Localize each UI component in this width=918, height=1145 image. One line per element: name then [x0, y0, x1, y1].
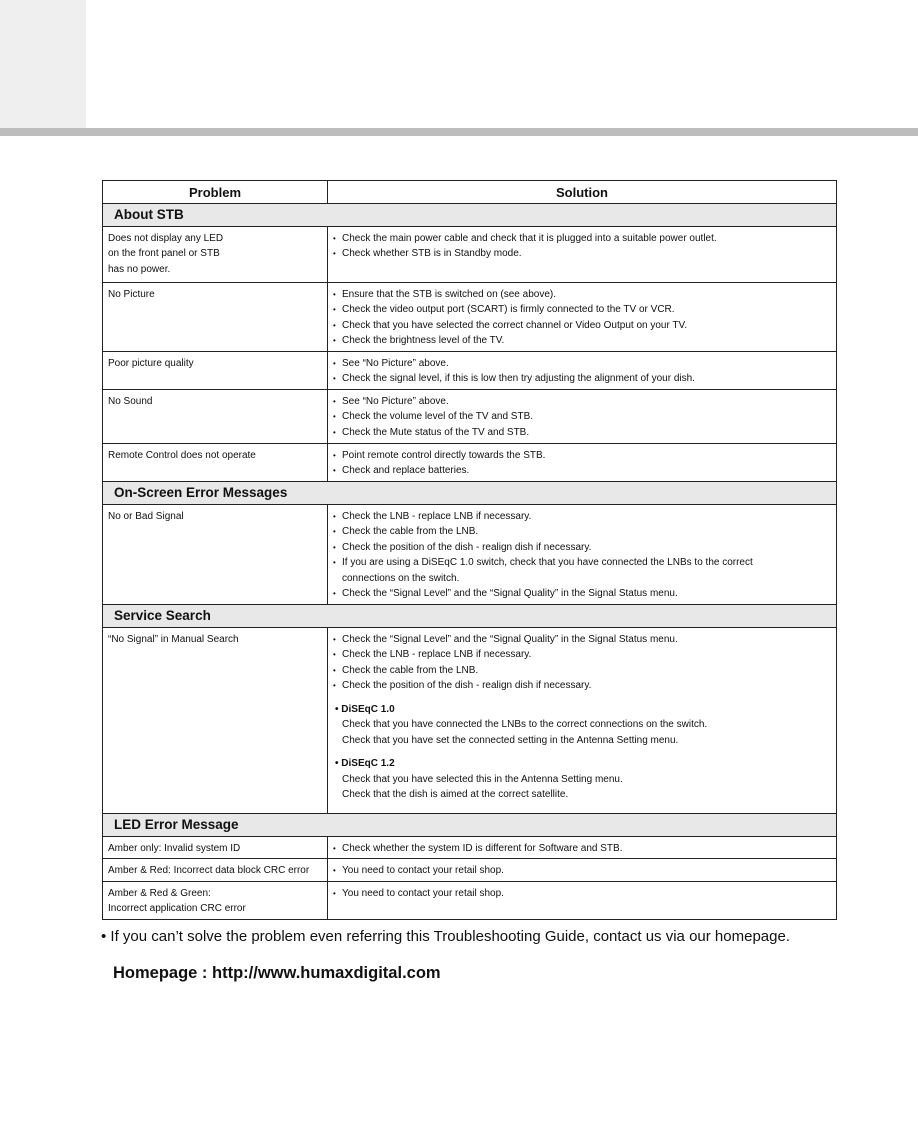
solution-item: • You need to contact your retail shop.: [333, 863, 831, 879]
diseqc-12-line: Check that you have selected this in the Antenna Setting menu.: [342, 773, 623, 785]
solution-item: • Check the LNB - replace LNB if necessary.: [333, 647, 831, 663]
diseqc-12-line: Check that the dish is aimed at the correct satellite.: [342, 789, 569, 800]
header-divider: [0, 128, 918, 136]
table-row: [103, 351, 837, 389]
section-about-stb: About STB: [103, 203, 837, 226]
problem-cell: No Sound: [103, 389, 328, 443]
table-row: [103, 881, 837, 919]
solution-cell: [328, 282, 837, 351]
table-row: [103, 627, 837, 813]
problem-line: Does not display any LED: [108, 232, 224, 244]
table-row: [103, 226, 837, 282]
problem-line: Amber & Red & Green:: [108, 887, 211, 899]
solution-item: • Check the video output port (SCART) is firmly connected to the TV or VCR.: [333, 302, 831, 318]
solution-item: • Check that you have selected the correct channel or Video Output on your TV.: [333, 318, 831, 334]
solution-cell: [328, 504, 837, 604]
solution-item: • Check the Mute status of the TV and STB.: [333, 425, 831, 441]
solution-item: • Check the volume level of the TV and STB.: [333, 409, 831, 425]
homepage-link[interactable]: Homepage : http://www.humaxdigital.com: [113, 964, 441, 982]
solution-cell: [328, 389, 837, 443]
page-tab-marker: [0, 0, 86, 128]
solution-item: • Check the “Signal Level” and the “Signal Quality” in the Signal Status menu.: [333, 632, 831, 648]
solution-item: • Check the cable from the LNB.: [333, 663, 831, 679]
solution-cell: [328, 836, 837, 859]
problem-cell: Amber only: Invalid system ID: [103, 836, 328, 859]
section-onscreen-errors: On-Screen Error Messages: [103, 481, 837, 504]
solution-cell: [328, 627, 837, 813]
solution-cell: [328, 226, 837, 282]
help-note: • If you can’t solve the problem even referring this Troubleshooting Guide, contact us via our homepage.: [101, 928, 790, 945]
problem-cell: [103, 881, 328, 919]
diseqc-12-title: • DiSEqC 1.2: [335, 758, 395, 769]
solution-item: • Check the signal level, if this is low then try adjusting the alignment of your dish.: [333, 371, 831, 387]
problem-line: Incorrect application CRC error: [108, 903, 246, 914]
problem-cell: Remote Control does not operate: [103, 443, 328, 481]
table-row: [103, 389, 837, 443]
table-row: [103, 443, 837, 481]
diseqc-10-title: • DiSEqC 1.0: [335, 703, 395, 715]
problem-line: has no power.: [108, 263, 171, 275]
table-row: [103, 836, 837, 859]
solution-item: • You need to contact your retail shop.: [333, 886, 831, 902]
diseqc-10-line: Check that you have set the connected setting in the Antenna Setting menu.: [342, 734, 679, 746]
solution-item: • Check the position of the dish - realign dish if necessary.: [333, 540, 831, 556]
problem-cell: “No Signal” in Manual Search: [103, 627, 328, 813]
troubleshooting-table: [102, 180, 837, 920]
diseqc-10-line: Check that you have connected the LNBs to the correct connections on the switch.: [342, 719, 708, 730]
solution-cell: [328, 859, 837, 882]
solution-header: Solution: [328, 181, 837, 204]
problem-line: on the front panel or STB: [108, 248, 220, 259]
section-row: [103, 813, 837, 836]
solution-item: • Check the LNB - replace LNB if necessary.: [333, 509, 831, 525]
problem-header: Problem: [103, 181, 328, 204]
solution-item: • Point remote control directly towards the STB.: [333, 448, 831, 464]
section-row: [103, 604, 837, 627]
solution-item: • Check the brightness level of the TV.: [333, 333, 831, 349]
problem-cell: No Picture: [103, 282, 328, 351]
solution-item: • Ensure that the STB is switched on (see above).: [333, 287, 831, 303]
solution-item: • Check the main power cable and check that it is plugged into a suitable power outlet.: [333, 231, 831, 247]
solution-item: • Check the cable from the LNB.: [333, 524, 831, 540]
table-header-row: [103, 181, 837, 204]
solution-item: • See “No Picture” above.: [333, 356, 831, 372]
section-service-search: Service Search: [103, 604, 837, 627]
solution-cell: [328, 443, 837, 481]
section-row: [103, 481, 837, 504]
solution-item: • If you are using a DiSEqC 1.0 switch, check that you have connected the LNBs to the correct: [333, 555, 831, 571]
problem-cell: No or Bad Signal: [103, 504, 328, 604]
problem-cell: [103, 226, 328, 282]
solution-cell: [328, 881, 837, 919]
section-led-error: LED Error Message: [103, 813, 837, 836]
table-row: [103, 282, 837, 351]
solution-item: • Check and replace batteries.: [333, 463, 831, 479]
section-row: [103, 203, 837, 226]
solution-item: • Check the “Signal Level” and the “Signal Quality” in the Signal Status menu.: [333, 586, 831, 602]
solution-item-continued: connections on the switch.: [342, 572, 460, 584]
problem-cell: Amber & Red: Incorrect data block CRC error: [103, 859, 328, 882]
solution-item: • Check the position of the dish - realign dish if necessary.: [333, 678, 831, 694]
table-row: [103, 859, 837, 882]
solution-item: • Check whether STB is in Standby mode.: [333, 246, 831, 262]
solution-item: • See “No Picture” above.: [333, 394, 831, 410]
solution-cell: [328, 351, 837, 389]
table-row: [103, 504, 837, 604]
problem-cell: Poor picture quality: [103, 351, 328, 389]
solution-item: • Check whether the system ID is different for Software and STB.: [333, 841, 831, 857]
